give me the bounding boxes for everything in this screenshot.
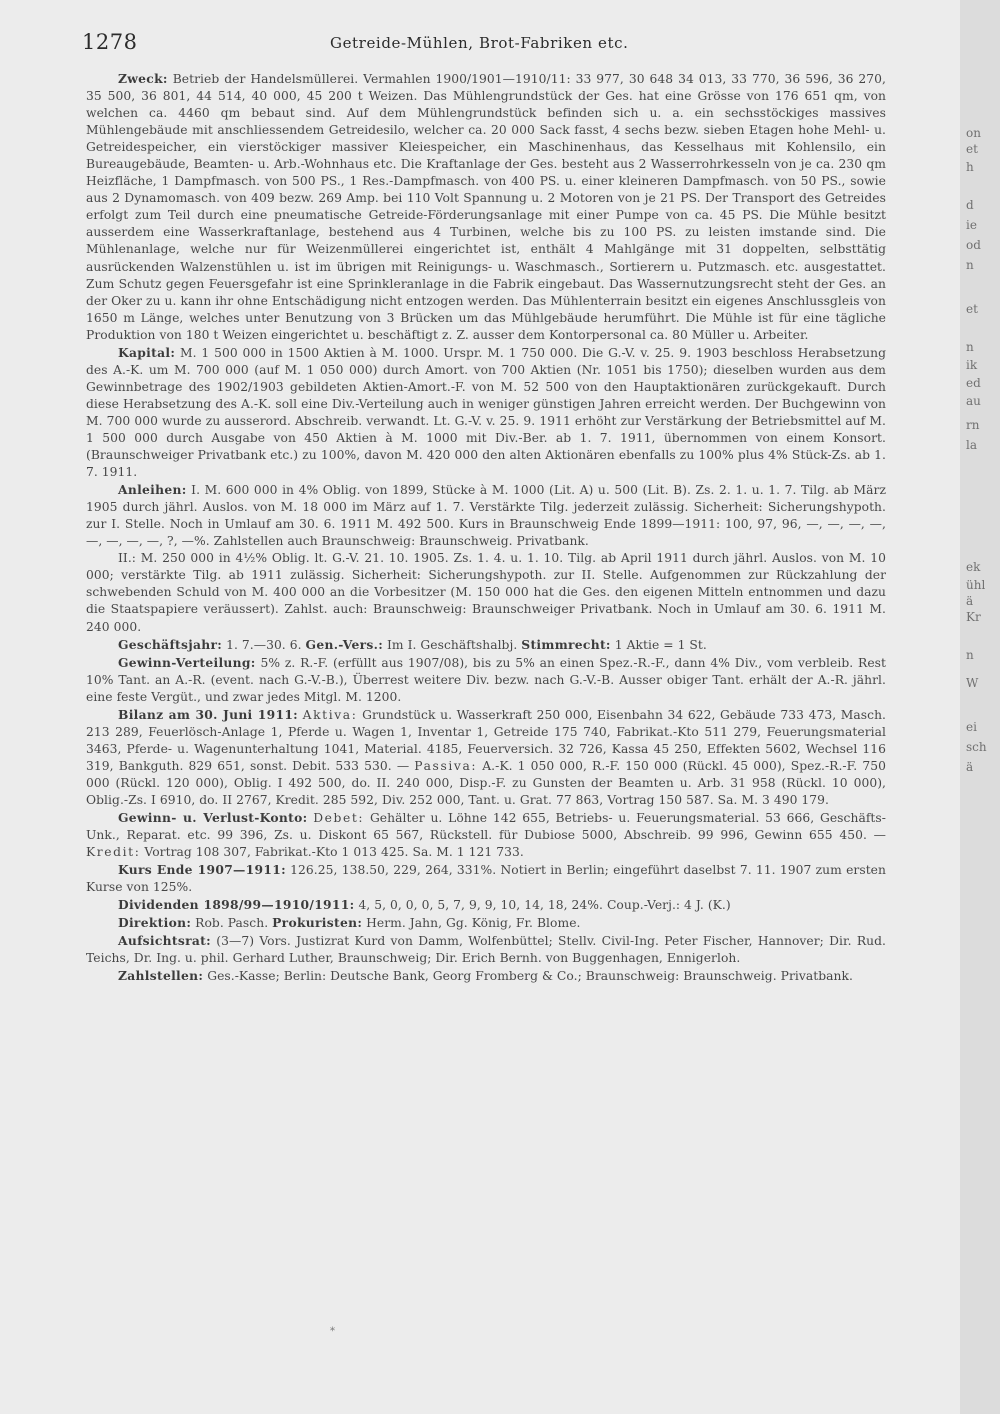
section-text: 4, 5, 0, 0, 0, 5, 7, 9, 9, 10, 14, 18, 24%. Coup.-Verj.: 4 J. (K.) <box>358 898 731 913</box>
gen-vers-text: Im I. Geschäftshalbj. <box>387 637 518 652</box>
margin-fragment: ie <box>966 218 977 232</box>
margin-fragment: h <box>966 160 974 174</box>
margin-fragment: od <box>966 238 981 252</box>
margin-fragment: n <box>966 340 974 354</box>
margin-fragment: et <box>966 302 978 316</box>
section-text: (3—7) Vors. Justizrat Kurd von Damm, Wolfenbüttel; Stellv. Civil-Ing. Peter Fischer, Hannover; Dir. Rud. Teichs, Dr. Ing. u. phil. Gerhard Luther, Braunschweig; Dir. Erich Bernh. von Buggenhagen, Ennigerloh. <box>86 934 886 966</box>
section-anleihen-ii <box>86 550 886 635</box>
section-zahlstellen <box>86 967 886 985</box>
section-text: Rob. Pasch. <box>195 916 269 931</box>
margin-fragment: ä <box>966 594 974 608</box>
passiva-text: A.-K. 1 050 000, R.-F. 150 000 (Rückl. 45 000), Spez.-R.-F. 750 000 (Rückl. 120 000), Oblig. I 492 500, do. II. 240 000, Disp.-F. zu Gunsten der Beamten u. Arb. 31 958 (Rückl. 10 000), Oblig.-Zs. I 6910, do. II 2767, Kredit. 285 592, Div. 252 000, Tant. u. Grat. 77 863, Vortrag 150 587. Sa. M. 3 490 179. <box>86 758 887 807</box>
margin-fragment: ühl <box>966 578 986 592</box>
debet-text: Gehälter u. Löhne 142 655, Betriebs- u. Feuerungsmaterial. 53 666, Geschäfts-Unk., Reparat. etc. 99 396, Zs. u. Diskont 65 567, Rückstell. für Dubiose 5000, Abschreib. 99 996, Gewinn 655 450. — <box>86 811 886 843</box>
section-text: Ges.-Kasse; Berlin: Deutsche Bank, Georg Fromberg & Co.; Braunschweig: Braunschweig. Privatbank. <box>207 969 853 984</box>
prokuristen-text: Herm. Jahn, Gg. König, Fr. Blome. <box>366 916 581 931</box>
section-kapital <box>86 344 886 481</box>
debet-label: Debet: <box>313 811 365 826</box>
margin-fragment: sch <box>966 740 987 754</box>
margin-fragment: ek <box>966 560 981 574</box>
margin-fragment: rn <box>966 418 980 432</box>
section-text: II.: M. 250 000 in 4½% Oblig. lt. G.-V. 21. 10. 1905. Zs. 1. 4. u. 1. 10. Tilg. ab April 1911 durch jährl. Auslos. von M. 10 000; verstärkte Tilg. ab 1911 zulässig. Sicherheit: Sicherungshypoth. zur II. Stelle. Aufgenommen zur Rückzahlung der schwebenden Schuld von M. 400 000 an die Vorbesitzer (M. 150 000 hat die Ges. den eigenen Mitteln entnommen und dazu die Staatspapiere veräussert). Zahlst. auch: Braunschweig: Braunschweiger Privatbank. Noch in Umlauf am 30. 6. 1911 M. 240 000. <box>86 551 886 634</box>
section-direktion <box>86 914 886 932</box>
margin-fragment: ed <box>966 376 981 390</box>
document-body <box>86 70 886 985</box>
aktiva-text: Grundstück u. Wasserkraft 250 000, Eisenbahn 34 622, Gebäude 733 473, Masch. 213 289, Feuerlösch-Anlage 1, Pferde u. Wagen 1, Inventar 1, Getreide 175 740, Fabrikat.-Kto 511 279, Feuerungsmaterial 3463, Pferde- u. Wagenunterhaltung 1041, Material. 4185, Feuerversich. 32 726, Kassa 45 250, Effekten 5602, Wechsel 116 319, Bankguth. 829 651, sonst. Debit. 533 530. — <box>86 707 887 773</box>
section-dividenden <box>86 896 886 914</box>
stimmrecht-label: Stimmrecht: <box>521 636 611 652</box>
page-header <box>82 30 902 60</box>
kredit-label: Kredit: <box>86 845 141 860</box>
section-text: I. M. 600 000 in 4% Oblig. von 1899, Stücke à M. 1000 (Lit. A) u. 500 (Lit. B). Zs. 2. 1. u. 1. 7. Tilg. ab März 1905 durch jährl. Auslos. von M. 18 000 im März auf 1. 7. Verstärkte Tilg. jederzeit zulässig. Sicherheit: Sicherungshypoth. zur I. Stelle. Noch in Umlauf am 30. 6. 1911 M. 492 500. Kurs in Braunschweig Ende 1899—1911: 100, 97, 96, —, —, —, —, —, —, —, —, ?, —%. Zahlstellen auch Braunschweig: Braunschweig. Privatbank. <box>86 483 886 549</box>
page-number: 1278 <box>82 30 138 54</box>
margin-fragment: ei <box>966 720 977 734</box>
margin-fragment: et <box>966 142 978 156</box>
stimmrecht-text: 1 Aktie = 1 St. <box>614 637 707 652</box>
section-label: Direktion: <box>118 915 192 931</box>
section-label: Kapital: <box>118 344 176 360</box>
margin-fragment: ä <box>966 760 974 774</box>
footnote-mark: * <box>330 1326 335 1337</box>
running-head: Getreide-Mühlen, Brot-Fabriken etc. <box>330 34 629 52</box>
prokuristen-label: Prokuristen: <box>272 915 363 931</box>
section-label: Anleihen: <box>118 482 187 498</box>
section-anleihen <box>86 481 886 550</box>
section-kurs <box>86 861 886 896</box>
margin-fragment: n <box>966 258 974 272</box>
margin-fragment: au <box>966 394 981 408</box>
section-text: 5% z. R.-F. (erfüllt aus 1907/08), bis zu 5% an einen Spez.-R.-F., dann 4% Div., vom verbleib. Rest 10% Tant. an A.-R. (event. nach G.-V.-B.), Überrest weitere Div. bezw. nach G.-V.-B. Ausser obiger Tant. erhält der A.-R. jährl. eine feste Vergüt., und zwar jedes Mitgl. M. 1200. <box>86 655 886 704</box>
margin-fragment: ik <box>966 358 978 372</box>
margin-fragment: Kr <box>966 610 981 624</box>
section-aufsichtsrat <box>86 932 886 967</box>
section-geschaeftsjahr <box>86 636 886 654</box>
section-label: Gewinn-Verteilung: <box>118 654 256 670</box>
section-label: Aufsichtsrat: <box>118 933 211 949</box>
section-bilanz <box>86 706 886 809</box>
section-label: Gewinn- u. Verlust-Konto: <box>118 810 308 826</box>
adjacent-page-margin <box>960 0 1000 1414</box>
section-label: Kurs Ende 1907—1911: <box>118 862 286 878</box>
section-zweck <box>86 70 886 344</box>
gen-vers-label: Gen.-Vers.: <box>305 636 384 652</box>
section-text: Betrieb der Handelsmüllerei. Vermahlen 1900/1901—1910/11: 33 977, 30 648 34 013, 33 770, 36 596, 36 270, 35 500, 36 801, 44 514, 40 000, 45 200 t Weizen. Das Mühlengrundstück der Ges. hat eine Grösse von 176 651 qm, von welchen ca. 4460 qm bebaut sind. Auf dem Mühlengrundstück befinden sich u. a. ein sechsstöckiges massives Mühlengebäude mit anschliessendem Getreidesilo, welcher ca. 20 000 Sack fasst, 4 sechs bezw. sieben Etagen hohe Mehl- u. Getreidespeicher, ein vierstöckiger massiver Kleiespeicher, ein Maschinenhaus, das Kesselhaus mit Kohlensilo, ein Bureaugebäude, Beamten- u. Arb.-Wohnhaus etc. Die Kraftanlage der Ges. besteht aus 2 Wasserrohrkesseln von je ca. 230 qm Heizfläche, 1 Dampfmasch. von 500 PS., 1 Res.-Dampfmasch. von 400 PS. u. einer kleineren Dampfmasch. von 50 PS., sowie aus 2 Dynamomasch. von 409 bezw. 269 Amp. bei 110 Volt Spannung u. 2 Motoren von je 21 PS. Der Transport des Getreides erfolgt zum Teil durch eine pneumatische Getreide-Förderungsanlage mit einer Pumpe von ca. 45 PS. Die Mühle besitzt ausserdem eine Wasserkraftanlage, bestehend aus 4 Turbinen, welche bis zu 100 PS. zu leisten imstande sind. Die Mühlenanlage, welche nur für Weizenmüllerei eingerichtet ist, enthält 4 Mahlgänge mit 31 doppelten, selbsttätig ausrückenden Walzenstühlen u. ist im übrigen mit Reinigungs- u. Waschmasch., Sortierern u. Putzmasch. etc. ausgestattet. Zum Schutz gegen Feuersgefahr ist eine Sprinkleranlage in die Fabrik eingebaut. Das Wassernutzungsrecht steht der Ges. an der Oker zu u. kann ihr ohne Entschädigung nicht entzogen werden. Das Mühlenterrain besitzt ein eigenes Anschlussgleis von 1650 m Länge, welches unter Benutzung von 3 Brücken um das Mühlgebäude herumführt. Die Mühle ist für eine tägliche Produktion von 180 t Weizen eingerichtet u. beschäftigt z. Z. ausser dem Kontorpersonal ca. 80 Müller u. Arbeiter. <box>86 72 886 342</box>
margin-fragment: n <box>966 648 974 662</box>
margin-fragment: on <box>966 126 981 140</box>
margin-fragment: W <box>966 676 979 690</box>
passiva-label: Passiva: <box>414 758 478 773</box>
section-label: Dividenden 1898/99—1910/1911: <box>118 897 355 913</box>
section-text: 1. 7.—30. 6. <box>226 637 302 652</box>
kredit-text: Vortrag 108 307, Fabrikat.-Kto 1 013 425. Sa. M. 1 121 733. <box>144 845 524 860</box>
section-label: Zahlstellen: <box>118 968 204 984</box>
section-label: Zweck: <box>118 71 168 86</box>
section-gv-konto <box>86 809 886 861</box>
aktiva-label: Aktiva: <box>302 707 358 722</box>
margin-fragment: d <box>966 198 974 212</box>
margin-fragment: la <box>966 438 977 452</box>
section-label: Geschäftsjahr: <box>118 636 223 652</box>
section-gewinn-verteilung <box>86 654 886 706</box>
section-text: M. 1 500 000 in 1500 Aktien à M. 1000. Urspr. M. 1 750 000. Die G.-V. v. 25. 9. 1903 beschloss Herabsetzung des A.-K. um M. 700 000 (auf M. 1 050 000) durch Amort. von 700 Aktien (Nr. 1051 bis 1750); dieselben wurden aus dem Gewinnbetrage des 1902/1903 gebildeten Aktien-Amort.-F. von M. 52 500 von den Hauptaktionären zurückgekauft. Durch diese Herabsetzung des A.-K. soll eine Div.-Verteilung auch in weniger günstigen Jahren erreicht werden. Der Buchgewinn von M. 700 000 wurde zu ausserord. Abschreib. verwandt. Lt. G.-V. v. 25. 9. 1911 erhöht zur Verstärkung der Betriebsmittel auf M. 1 500 000 durch Ausgabe von 450 Aktien à M. 1000 mit Div.-Ber. ab 1. 7. 1911, übernommen von einem Konsort. (Braunschweiger Privatbank etc.) zu 100%, davon M. 420 000 den alten Aktionären ebenfalls zu 100% plus 4% Stück-Zs. ab 1. 7. 1911. <box>86 345 886 480</box>
section-text: 126.25, 138.50, 229, 264, 331%. Notiert in Berlin; eingeführt daselbst 7. 11. 1907 zum ersten Kurse von 125%. <box>86 863 886 895</box>
section-label: Bilanz am 30. Juni 1911: <box>118 706 299 722</box>
